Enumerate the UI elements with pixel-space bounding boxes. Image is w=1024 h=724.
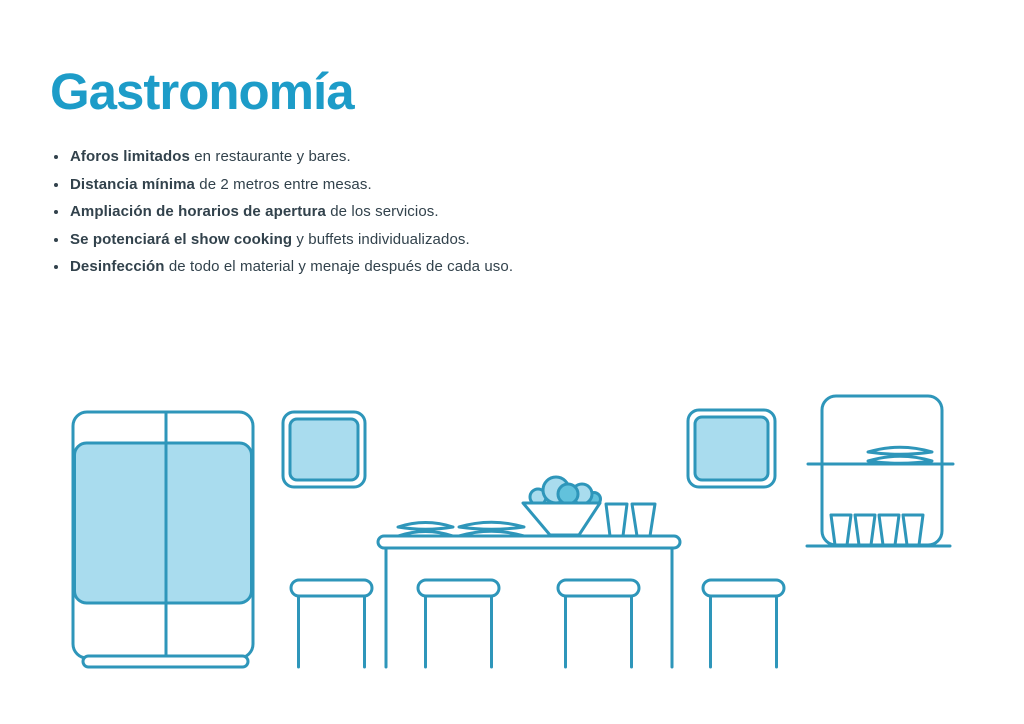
- wall-picture-right: [688, 410, 775, 487]
- drinking-glass: [606, 504, 627, 536]
- bullet-bold-text: Aforos limitados: [70, 148, 190, 165]
- bullet-bold-text: Distancia mínima: [70, 175, 195, 193]
- cabinet-illustration: [73, 412, 253, 667]
- bowl: [523, 503, 600, 535]
- stool-2: [418, 580, 499, 667]
- tableware: [398, 477, 655, 538]
- wall-picture-left: [283, 412, 365, 487]
- drinking-glass: [879, 515, 899, 545]
- bullet-bold-text: Desinfección: [70, 258, 165, 275]
- page-title: Gastronomía: [50, 63, 354, 120]
- bullet-regular-text: de 2 metros entre mesas.: [194, 175, 372, 193]
- table-glasses: [606, 504, 655, 536]
- drinking-glass: [903, 515, 923, 545]
- bullet-regular-text: en restaurante y bares.: [189, 148, 351, 165]
- fruit: [558, 484, 578, 504]
- dining-table: [378, 536, 680, 667]
- bullet-bold-text: Se potenciará el show cooking: [70, 230, 293, 248]
- bullet-bold-text: Ampliación de horarios de apertura: [70, 203, 326, 220]
- bullet-regular-text: y buffets individualizados.: [292, 230, 470, 248]
- drinking-glass: [831, 515, 851, 545]
- stool-4: [703, 580, 784, 667]
- drinking-glass: [855, 515, 875, 545]
- drinking-glass: [632, 504, 655, 536]
- bullet-regular-text: de los servicios.: [325, 203, 439, 220]
- fruit-bowl: [523, 477, 601, 535]
- bullet-regular-text: de todo el material y menaje después de cada uso.: [164, 258, 514, 275]
- stool-3: [558, 580, 639, 667]
- shelf-unit: [807, 396, 953, 546]
- stool-1: [291, 580, 372, 667]
